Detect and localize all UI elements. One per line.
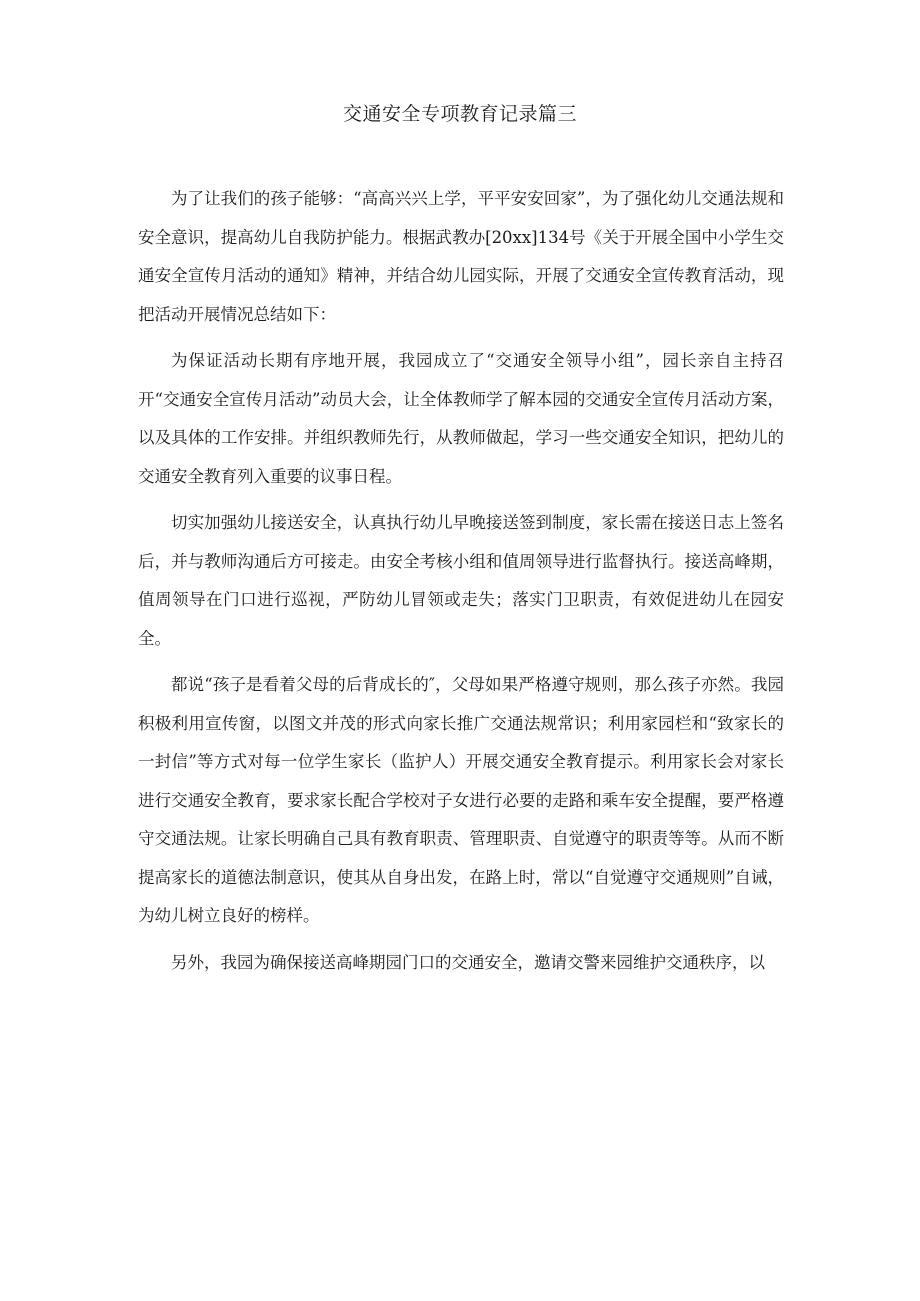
- paragraph-parent-education: 都说“孩子是看着父母的后背成长的″，父母如果严格遵守规则，那么孩子亦然。我园积极利用宣传窗，以图文并茂的形式向家长推广交通法规常识；利用家园栏和“致家长的一封信”等方式对每一位学生家长（监护人）开展交通安全教育提示。利用家长会对家长进行交通安全教育，要求家长配合学校对子女进行必要的走路和乘车安全提醒，要严格遵守交通法规。让家长明确自己具有教育职责、管理职责、自觉遵守的职责等等。从而不断提高家长的道德法制意识，使其从自身出发，在路上时，常以“自觉遵守交通规则”自诫，为幼儿树立良好的榜样。: [138, 675, 784, 925]
- document-title: 交通安全专项教育记录篇三: [342, 103, 577, 125]
- paragraph-intro: 为了让我们的孩子能够：“高高兴兴上学，平平安安回家”，为了强化幼儿交通法规和安全意识，提高幼儿自我防护能力。根据武教办[20xx]134号《关于开展全国中小学生交通安全宣传月活动的通知》精神，并结合幼儿园实际，开展了交通安全宣传教育活动，现把活动开展情况总结如下：: [138, 189, 784, 324]
- document-body: [138, 180, 784, 990]
- paragraph-traffic-police: 另外，我园为确保接送高峰期园门口的交通安全，邀请交警来园维护交通秩序，以: [171, 952, 765, 972]
- paragraph-pickup-safety: 切实加强幼儿接送安全，认真执行幼儿早晚接送签到制度，家长需在接送日志上签名后，并与教师沟通后方可接走。由安全考核小组和值周领导进行监督执行。接送高峰期，值周领导在门口进行巡视，严防幼儿冒领或走失；落实门卫职责，有效促进幼儿在园安全。: [138, 513, 784, 648]
- paragraph-leadership: 为保证活动长期有序地开展，我园成立了“交通安全领导小组”，园长亲自主持召开“交通安全宣传月活动”动员大会，让全体教师学了解本园的交通安全宣传月活动方案，以及具体的工作安排。并组织教师先行，从教师做起，学习一些交通安全知识，把幼儿的交通安全教育列入重要的议事日程。: [138, 351, 784, 486]
